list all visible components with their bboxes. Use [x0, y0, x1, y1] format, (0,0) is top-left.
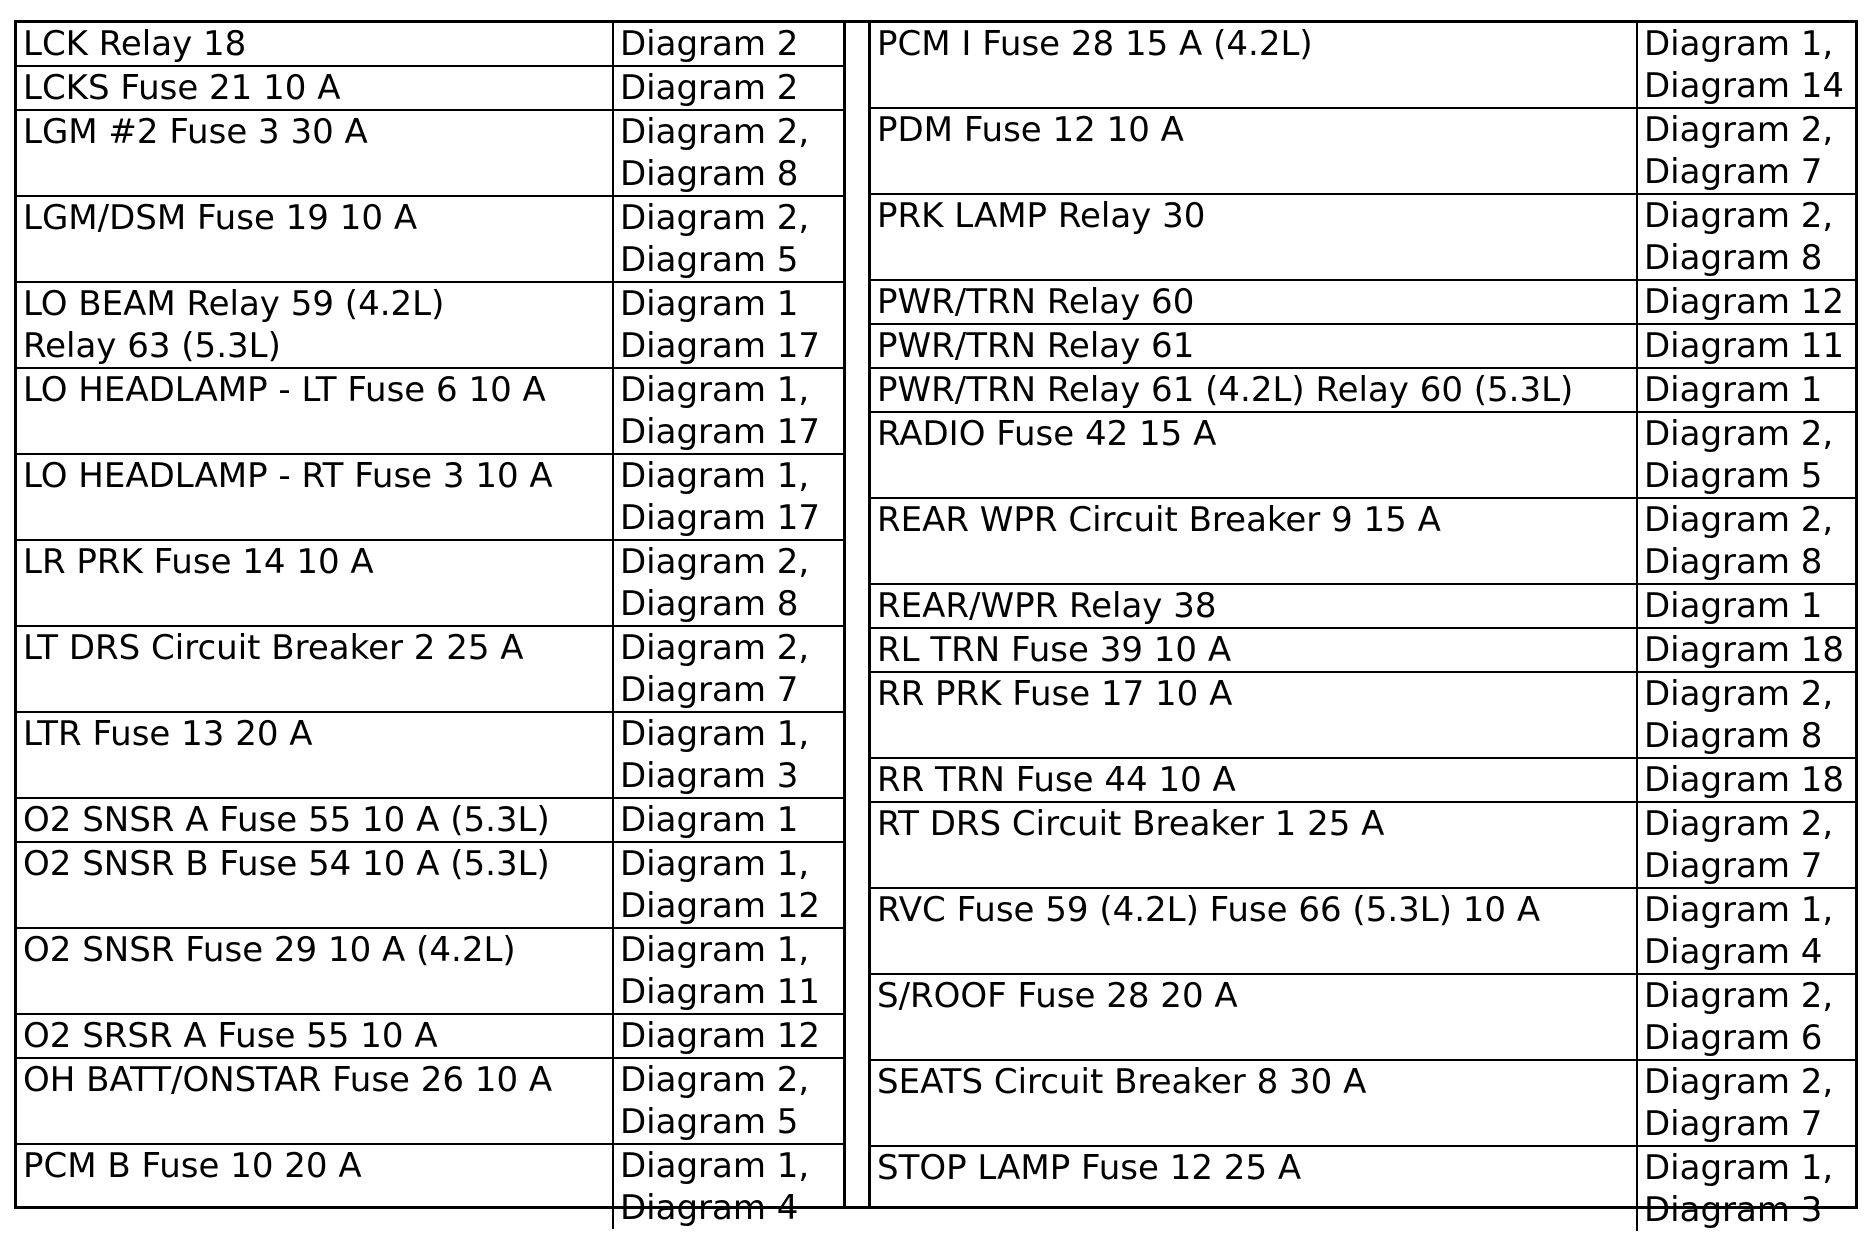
- table-row: [871, 758, 1855, 802]
- component-cell: PWR/TRN Relay 61: [871, 324, 1637, 368]
- diagram-ref-cell: Diagram 1: [1637, 584, 1855, 628]
- diagram-ref-cell: Diagram 2, Diagram 8: [1637, 194, 1855, 280]
- table-row: [17, 712, 843, 798]
- left-table: [17, 23, 843, 1229]
- component-cell: O2 SNSR Fuse 29 10 A (4.2L): [17, 928, 613, 1014]
- table-row: [17, 66, 843, 110]
- table-row: [17, 1058, 843, 1144]
- component-cell: PDM Fuse 12 10 A: [871, 108, 1637, 194]
- diagram-ref-cell: Diagram 11: [1637, 324, 1855, 368]
- table-row: [871, 23, 1855, 108]
- component-cell: RVC Fuse 59 (4.2L) Fuse 66 (5.3L) 10 A: [871, 888, 1637, 974]
- table-row: [17, 1014, 843, 1058]
- component-cell: O2 SRSR A Fuse 55 10 A: [17, 1014, 613, 1058]
- component-cell: RR PRK Fuse 17 10 A: [871, 672, 1637, 758]
- component-cell: LO BEAM Relay 59 (4.2L) Relay 63 (5.3L): [17, 282, 613, 368]
- component-cell: LCK Relay 18: [17, 23, 613, 66]
- component-cell: RR TRN Fuse 44 10 A: [871, 758, 1637, 802]
- component-cell: LO HEADLAMP - RT Fuse 3 10 A: [17, 454, 613, 540]
- component-cell: LT DRS Circuit Breaker 2 25 A: [17, 626, 613, 712]
- table-row: [17, 454, 843, 540]
- component-cell: RT DRS Circuit Breaker 1 25 A: [871, 802, 1637, 888]
- table-row: [871, 672, 1855, 758]
- table-row: [871, 888, 1855, 974]
- diagram-ref-cell: Diagram 2, Diagram 7: [1637, 802, 1855, 888]
- table-row: [17, 842, 843, 928]
- diagram-ref-cell: Diagram 2, Diagram 8: [613, 110, 843, 196]
- diagram-ref-cell: Diagram 2, Diagram 5: [613, 196, 843, 282]
- diagram-ref-cell: Diagram 1, Diagram 4: [613, 1144, 843, 1229]
- table-row: [17, 110, 843, 196]
- diagram-ref-cell: Diagram 1, Diagram 14: [1637, 23, 1855, 108]
- table-row: [871, 1146, 1855, 1231]
- table-row: [871, 280, 1855, 324]
- table-row: [17, 626, 843, 712]
- diagram-ref-cell: Diagram 2, Diagram 8: [613, 540, 843, 626]
- component-cell: PWR/TRN Relay 61 (4.2L) Relay 60 (5.3L): [871, 368, 1637, 412]
- diagram-ref-cell: Diagram 12: [613, 1014, 843, 1058]
- component-cell: PCM B Fuse 10 20 A: [17, 1144, 613, 1229]
- component-cell: RADIO Fuse 42 15 A: [871, 412, 1637, 498]
- diagram-ref-cell: Diagram 2: [613, 66, 843, 110]
- component-cell: LGM/DSM Fuse 19 10 A: [17, 196, 613, 282]
- table-row: [17, 798, 843, 842]
- diagram-ref-cell: Diagram 18: [1637, 628, 1855, 672]
- component-cell: LGM #2 Fuse 3 30 A: [17, 110, 613, 196]
- diagram-ref-cell: Diagram 1, Diagram 17: [613, 454, 843, 540]
- diagram-ref-cell: Diagram 1: [613, 798, 843, 842]
- table-row: [17, 1144, 843, 1229]
- component-cell: LO HEADLAMP - LT Fuse 6 10 A: [17, 368, 613, 454]
- table-row: [871, 368, 1855, 412]
- fuse-relay-index-table: [14, 20, 1858, 1230]
- component-cell: SEATS Circuit Breaker 8 30 A: [871, 1060, 1637, 1146]
- table-row: [871, 628, 1855, 672]
- component-cell: REAR WPR Circuit Breaker 9 15 A: [871, 498, 1637, 584]
- table-row: [17, 196, 843, 282]
- diagram-ref-cell: Diagram 2, Diagram 7: [613, 626, 843, 712]
- component-cell: PRK LAMP Relay 30: [871, 194, 1637, 280]
- right-column: [868, 23, 1855, 1230]
- diagram-ref-cell: Diagram 1 Diagram 17: [613, 282, 843, 368]
- table-row: [871, 974, 1855, 1060]
- diagram-ref-cell: Diagram 1: [1637, 368, 1855, 412]
- diagram-ref-cell: Diagram 2, Diagram 5: [613, 1058, 843, 1144]
- table-row: [871, 412, 1855, 498]
- diagram-ref-cell: Diagram 2, Diagram 8: [1637, 498, 1855, 584]
- component-cell: STOP LAMP Fuse 12 25 A: [871, 1146, 1637, 1231]
- diagram-ref-cell: Diagram 1, Diagram 17: [613, 368, 843, 454]
- diagram-ref-cell: Diagram 12: [1637, 280, 1855, 324]
- component-cell: O2 SNSR A Fuse 55 10 A (5.3L): [17, 798, 613, 842]
- table-row: [17, 368, 843, 454]
- component-cell: RL TRN Fuse 39 10 A: [871, 628, 1637, 672]
- component-cell: LTR Fuse 13 20 A: [17, 712, 613, 798]
- table-row: [17, 540, 843, 626]
- table-row: [17, 928, 843, 1014]
- diagram-ref-cell: Diagram 2, Diagram 7: [1637, 1060, 1855, 1146]
- diagram-ref-cell: Diagram 2, Diagram 6: [1637, 974, 1855, 1060]
- diagram-ref-cell: Diagram 18: [1637, 758, 1855, 802]
- diagram-ref-cell: Diagram 1, Diagram 4: [1637, 888, 1855, 974]
- component-cell: PWR/TRN Relay 60: [871, 280, 1637, 324]
- left-column: [17, 23, 846, 1228]
- component-cell: OH BATT/ONSTAR Fuse 26 10 A: [17, 1058, 613, 1144]
- component-cell: PCM I Fuse 28 15 A (4.2L): [871, 23, 1637, 108]
- table-row: [871, 194, 1855, 280]
- diagram-ref-cell: Diagram 2, Diagram 8: [1637, 672, 1855, 758]
- table-row: [17, 282, 843, 368]
- diagram-ref-cell: Diagram 1, Diagram 12: [613, 842, 843, 928]
- table-row: [871, 498, 1855, 584]
- table-row: [871, 324, 1855, 368]
- diagram-ref-cell: Diagram 1, Diagram 3: [1637, 1146, 1855, 1231]
- component-cell: REAR/WPR Relay 38: [871, 584, 1637, 628]
- right-table: [871, 23, 1855, 1231]
- component-cell: LR PRK Fuse 14 10 A: [17, 540, 613, 626]
- table-row: [871, 108, 1855, 194]
- table-row: [17, 23, 843, 66]
- component-cell: LCKS Fuse 21 10 A: [17, 66, 613, 110]
- diagram-ref-cell: Diagram 2: [613, 23, 843, 66]
- table-row: [871, 802, 1855, 888]
- component-cell: S/ROOF Fuse 28 20 A: [871, 974, 1637, 1060]
- table-row: [871, 1060, 1855, 1146]
- diagram-ref-cell: Diagram 2, Diagram 5: [1637, 412, 1855, 498]
- diagram-ref-cell: Diagram 2, Diagram 7: [1637, 108, 1855, 194]
- diagram-ref-cell: Diagram 1, Diagram 3: [613, 712, 843, 798]
- component-cell: O2 SNSR B Fuse 54 10 A (5.3L): [17, 842, 613, 928]
- diagram-ref-cell: Diagram 1, Diagram 11: [613, 928, 843, 1014]
- table-row: [871, 584, 1855, 628]
